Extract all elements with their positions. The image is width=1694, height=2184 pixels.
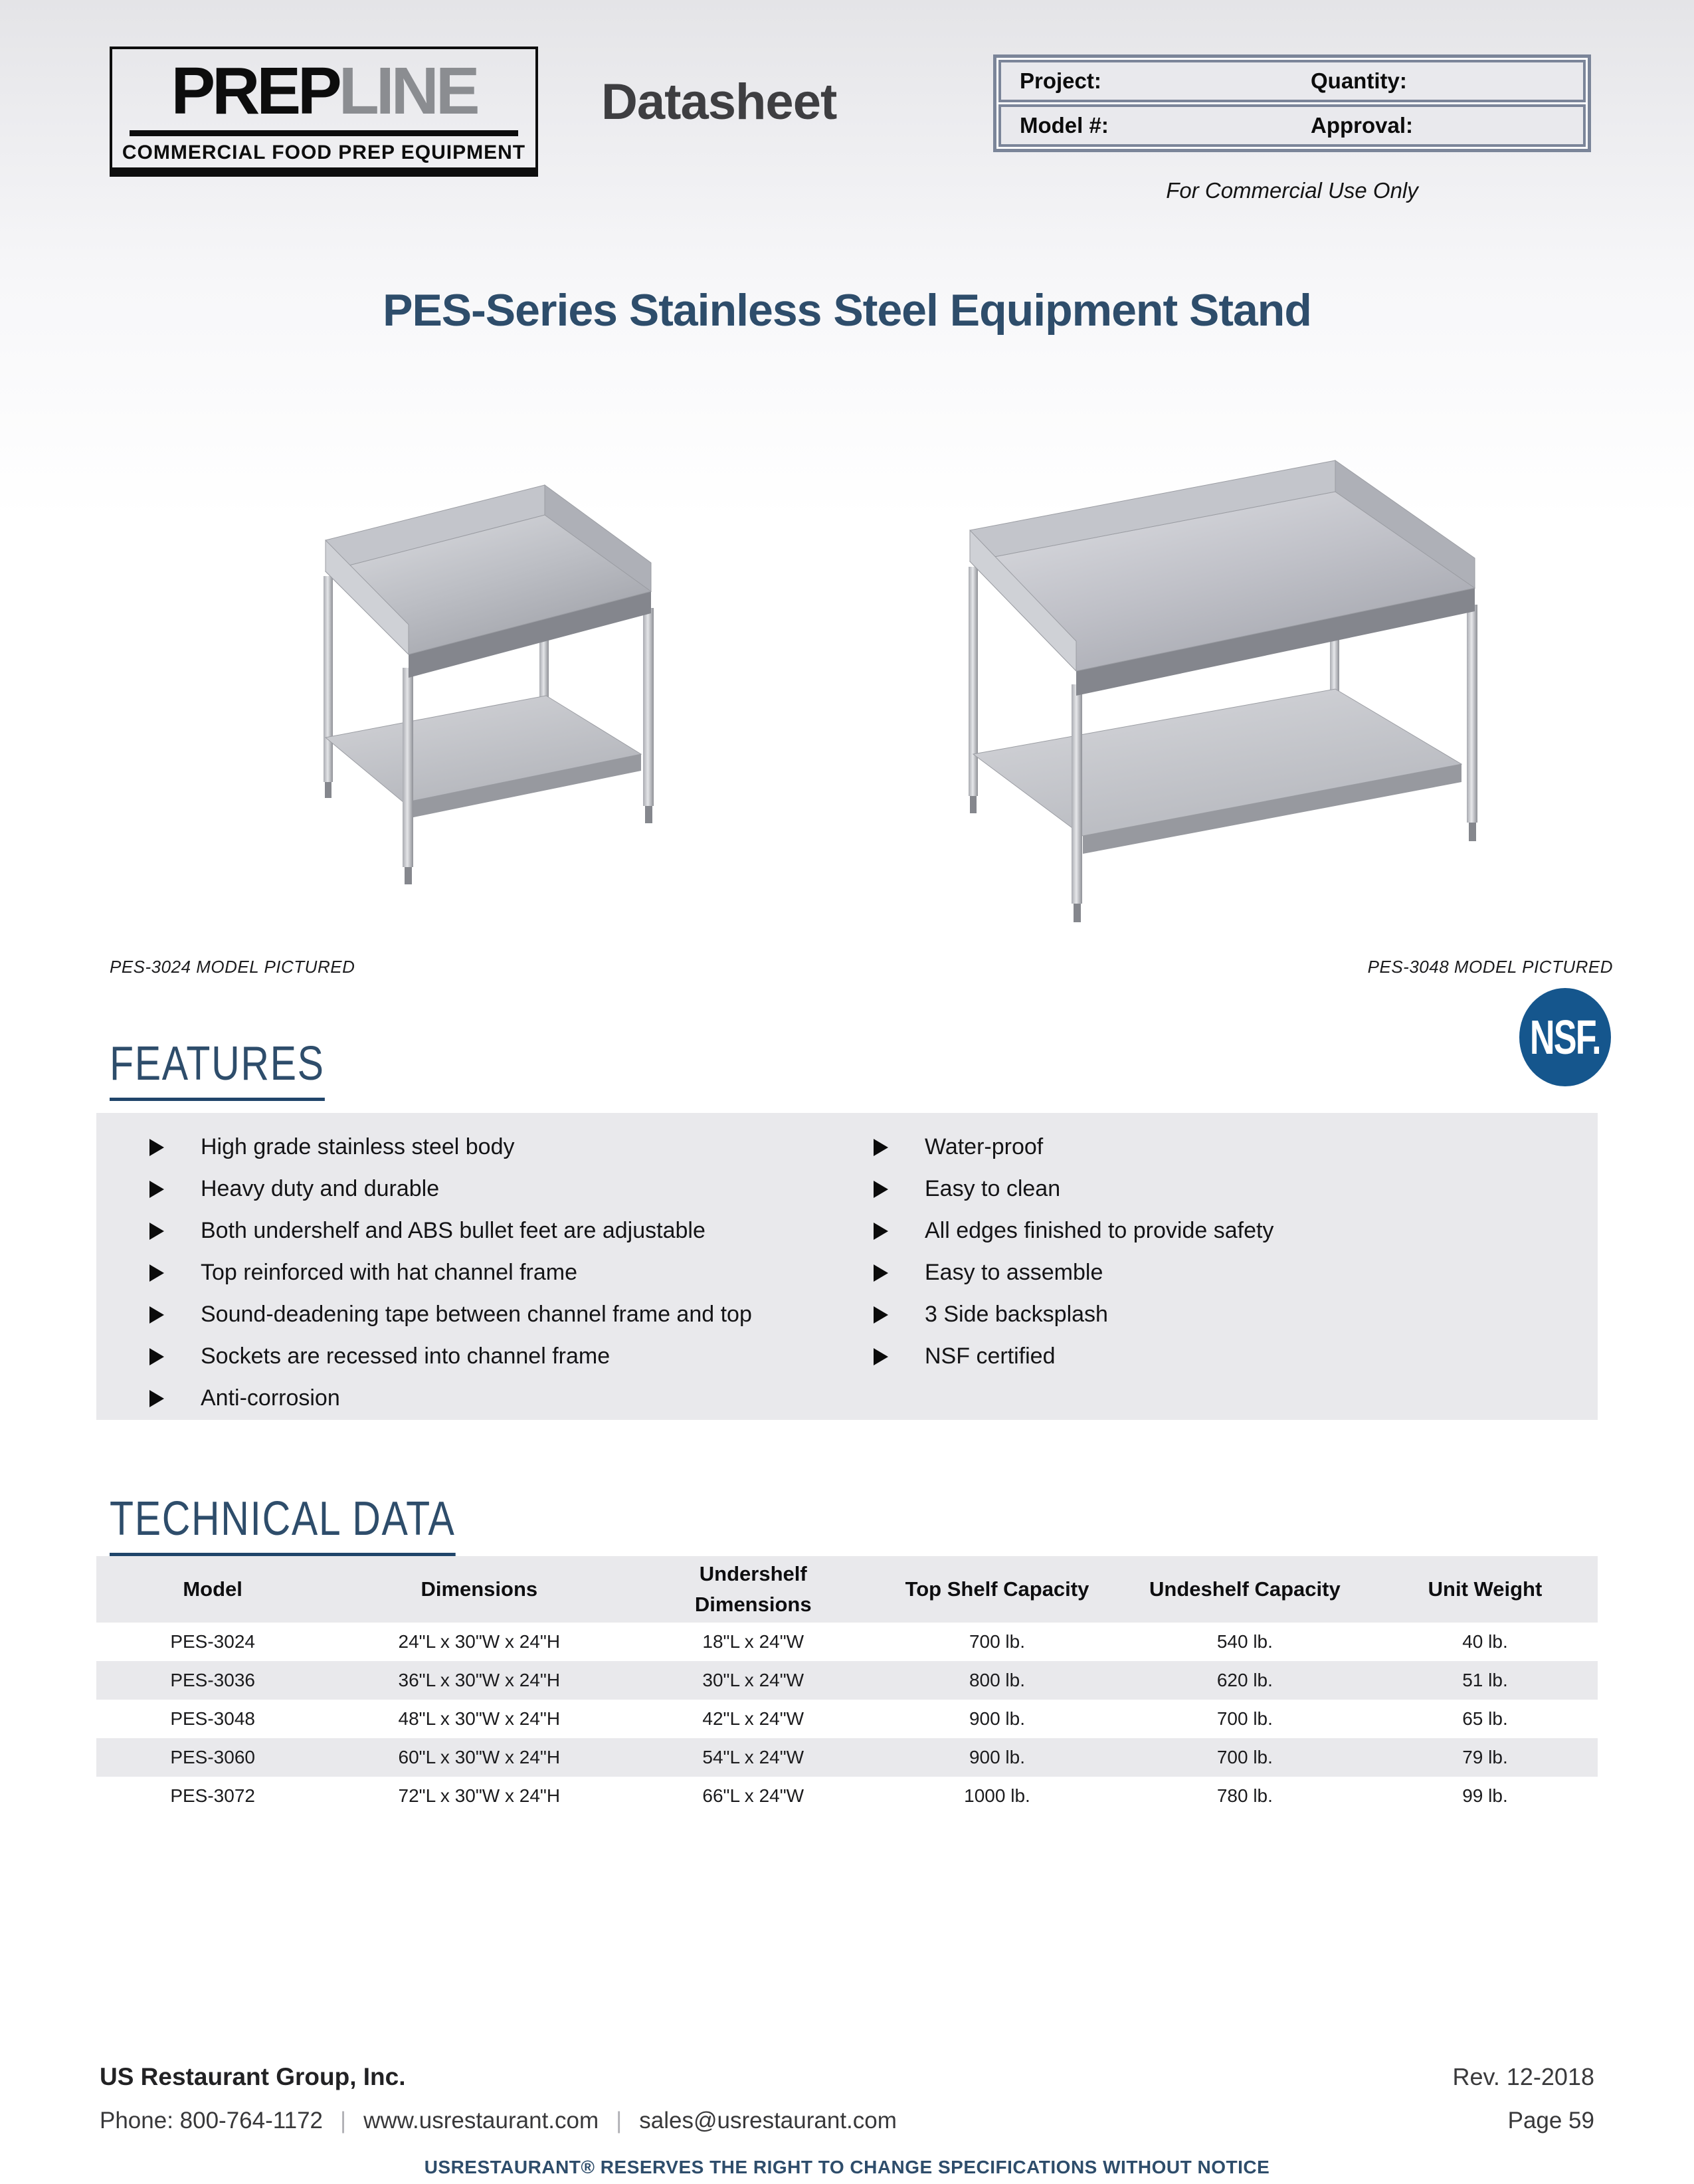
approval-input-area[interactable] xyxy=(1413,107,1583,144)
left-model-caption: PES-3024 MODEL PICTURED xyxy=(110,957,355,977)
bullet-triangle-icon xyxy=(874,1348,888,1365)
cell-undershelf-capacity: 780 lb. xyxy=(1216,1785,1273,1806)
feature-text: NSF certified xyxy=(925,1343,1056,1369)
feature-item xyxy=(874,1168,1598,1210)
feature-text: Both undershelf and ABS bullet feet are adjustable xyxy=(201,1218,706,1243)
table-row xyxy=(96,1700,1598,1738)
logo-line-text: LINE xyxy=(338,54,477,128)
feature-text: All edges finished to provide safety xyxy=(925,1218,1274,1243)
feature-item xyxy=(874,1126,1598,1168)
cell-undershelf-capacity: 540 lb. xyxy=(1216,1631,1273,1652)
table-row xyxy=(96,1661,1598,1700)
cell-undershelf-capacity: 700 lb. xyxy=(1117,1738,1372,1777)
feature-item xyxy=(149,1126,817,1168)
quantity-input-area[interactable] xyxy=(1407,62,1583,100)
feature-item xyxy=(149,1336,817,1377)
cell-unit-weight: 99 lb. xyxy=(1462,1785,1508,1806)
cell-top-shelf-capacity: 1000 lb. xyxy=(964,1785,1030,1806)
approval-label: Approval: xyxy=(1311,113,1414,138)
prepline-logo xyxy=(110,47,538,177)
nsf-certification-logo xyxy=(1519,988,1611,1086)
col-header-top-shelf-capacity: Top Shelf Capacity xyxy=(877,1556,1117,1623)
bullet-triangle-icon xyxy=(149,1306,164,1324)
cell-model: PES-3060 xyxy=(96,1738,329,1777)
features-column-right xyxy=(817,1126,1598,1420)
footer-separator: | xyxy=(340,2108,347,2134)
cell-model: PES-3024 xyxy=(170,1631,255,1652)
cell-model: PES-3036 xyxy=(96,1661,329,1700)
cell-unit-weight: 79 lb. xyxy=(1372,1738,1598,1777)
col-header-undershelf-capacity: Undeshelf Capacity xyxy=(1117,1556,1372,1623)
cell-undershelf-capacity: 700 lb. xyxy=(1216,1708,1273,1729)
nsf-logo-text: NSF. xyxy=(1530,1010,1600,1064)
footer-page-number: Page 59 xyxy=(1507,2108,1594,2134)
features-column-left xyxy=(96,1126,817,1420)
feature-text: Sound-deadening tape between channel frame and top xyxy=(201,1302,752,1327)
footer-contact-line xyxy=(100,2108,897,2134)
feature-item xyxy=(149,1168,817,1210)
col-header-model: Model xyxy=(96,1556,329,1623)
model-number-field[interactable] xyxy=(1001,107,1292,144)
feature-item xyxy=(149,1210,817,1252)
cell-dimensions: 72"L x 30"W x 24"H xyxy=(398,1785,561,1806)
col-header-unit-weight: Unit Weight xyxy=(1372,1556,1598,1623)
product-image-pes-3048 xyxy=(910,422,1561,947)
bullet-triangle-icon xyxy=(149,1390,164,1407)
order-row-1 xyxy=(998,60,1586,102)
cell-unit-weight: 65 lb. xyxy=(1462,1708,1508,1729)
order-row-2 xyxy=(998,104,1586,147)
bullet-triangle-icon xyxy=(149,1223,164,1240)
features-heading: FEATURES xyxy=(110,1037,325,1101)
logo-tagline: COMMERCIAL FOOD PREP EQUIPMENT xyxy=(122,142,526,163)
cell-undershelf-dimensions: 66"L x 24"W xyxy=(702,1785,804,1806)
cell-undershelf-dimensions: 18"L x 24"W xyxy=(702,1631,804,1652)
right-model-caption: PES-3048 MODEL PICTURED xyxy=(1367,957,1613,977)
bullet-triangle-icon xyxy=(874,1306,888,1324)
project-input-area[interactable] xyxy=(1101,62,1292,100)
approval-field[interactable] xyxy=(1292,107,1583,144)
bullet-triangle-icon xyxy=(149,1264,164,1282)
bullet-triangle-icon xyxy=(874,1181,888,1198)
footer-website: www.usrestaurant.com xyxy=(363,2108,599,2134)
cell-model: PES-3072 xyxy=(170,1785,255,1806)
footer-phone: Phone: 800-764-1172 xyxy=(100,2108,324,2134)
col-header-dimensions: Dimensions xyxy=(329,1556,629,1623)
feature-text: 3 Side backsplash xyxy=(925,1302,1108,1327)
bullet-triangle-icon xyxy=(149,1181,164,1198)
footer-company-name: US Restaurant Group, Inc. xyxy=(100,2063,406,2090)
feature-item xyxy=(874,1252,1598,1294)
bullet-triangle-icon xyxy=(874,1264,888,1282)
cell-dimensions: 48"L x 30"W x 24"H xyxy=(398,1708,561,1729)
feature-item xyxy=(149,1294,817,1336)
cell-undershelf-capacity: 620 lb. xyxy=(1117,1661,1372,1700)
feature-text: Anti-corrosion xyxy=(201,1385,340,1411)
document-type-title: Datasheet xyxy=(601,74,837,130)
product-image-pes-3024 xyxy=(226,435,704,914)
model-number-label: Model #: xyxy=(1020,113,1109,138)
cell-unit-weight: 51 lb. xyxy=(1372,1661,1598,1700)
logo-prep-text: PREP xyxy=(171,54,339,128)
logo-divider-rule xyxy=(130,130,518,136)
feature-text: Water-proof xyxy=(925,1134,1044,1159)
bullet-triangle-icon xyxy=(874,1223,888,1240)
footer-disclaimer: USRESTAURANT® RESERVES THE RIGHT TO CHANGE SPECIFICATIONS WITHOUT NOTICE xyxy=(424,2157,1270,2177)
feature-text: Easy to clean xyxy=(925,1176,1061,1201)
feature-text: Sockets are recessed into channel frame xyxy=(201,1343,611,1369)
footer-separator: | xyxy=(616,2108,622,2134)
cell-model: PES-3048 xyxy=(170,1708,255,1729)
table-header-row xyxy=(96,1556,1598,1623)
technical-data-table xyxy=(96,1556,1598,1815)
technical-data-section xyxy=(110,1492,531,1556)
feature-item xyxy=(149,1252,817,1294)
footer-email: sales@usrestaurant.com xyxy=(639,2108,897,2134)
cell-unit-weight: 40 lb. xyxy=(1462,1631,1508,1652)
cell-top-shelf-capacity: 800 lb. xyxy=(877,1661,1117,1700)
col-header-undershelf-dimensions xyxy=(629,1556,877,1623)
project-field[interactable] xyxy=(1001,62,1292,100)
feature-item xyxy=(874,1294,1598,1336)
bullet-triangle-icon xyxy=(149,1348,164,1365)
table-row xyxy=(96,1738,1598,1777)
feature-text: Top reinforced with hat channel frame xyxy=(201,1260,577,1285)
feature-text: High grade stainless steel body xyxy=(201,1134,515,1159)
quantity-label: Quantity: xyxy=(1311,68,1407,93)
product-series-title: PES-Series Stainless Steel Equipment Stand xyxy=(383,285,1311,336)
bullet-triangle-icon xyxy=(874,1139,888,1156)
cell-undershelf-dimensions: 54"L x 24"W xyxy=(629,1738,877,1777)
features-section xyxy=(110,1037,372,1101)
feature-text: Easy to assemble xyxy=(925,1260,1103,1285)
table-row xyxy=(96,1777,1598,1815)
table-row xyxy=(96,1623,1598,1661)
feature-item xyxy=(874,1336,1598,1377)
cell-top-shelf-capacity: 900 lb. xyxy=(969,1708,1026,1729)
quantity-field[interactable] xyxy=(1292,62,1583,100)
footer-revision: Rev. 12-2018 xyxy=(1452,2063,1594,2090)
project-label: Project: xyxy=(1020,68,1101,93)
commercial-use-note: For Commercial Use Only xyxy=(1166,178,1418,203)
cell-top-shelf-capacity: 900 lb. xyxy=(877,1738,1117,1777)
model-number-input-area[interactable] xyxy=(1109,107,1292,144)
features-panel xyxy=(96,1113,1598,1420)
cell-dimensions: 60"L x 30"W x 24"H xyxy=(329,1738,629,1777)
cell-dimensions: 36"L x 30"W x 24"H xyxy=(329,1661,629,1700)
feature-item xyxy=(874,1210,1598,1252)
feature-text: Heavy duty and durable xyxy=(201,1176,440,1201)
cell-dimensions: 24"L x 30"W x 24"H xyxy=(398,1631,561,1652)
bullet-triangle-icon xyxy=(149,1139,164,1156)
cell-undershelf-dimensions: 30"L x 24"W xyxy=(629,1661,877,1700)
cell-undershelf-dimensions: 42"L x 24"W xyxy=(702,1708,804,1729)
col-header-undershelf-dimensions-text: Undershelf Dimensions xyxy=(694,1561,812,1616)
cell-top-shelf-capacity: 700 lb. xyxy=(969,1631,1026,1652)
feature-item xyxy=(149,1377,817,1419)
prepline-wordmark xyxy=(112,54,535,128)
order-info-box xyxy=(993,54,1591,152)
technical-data-heading: TECHNICAL DATA xyxy=(110,1492,455,1556)
